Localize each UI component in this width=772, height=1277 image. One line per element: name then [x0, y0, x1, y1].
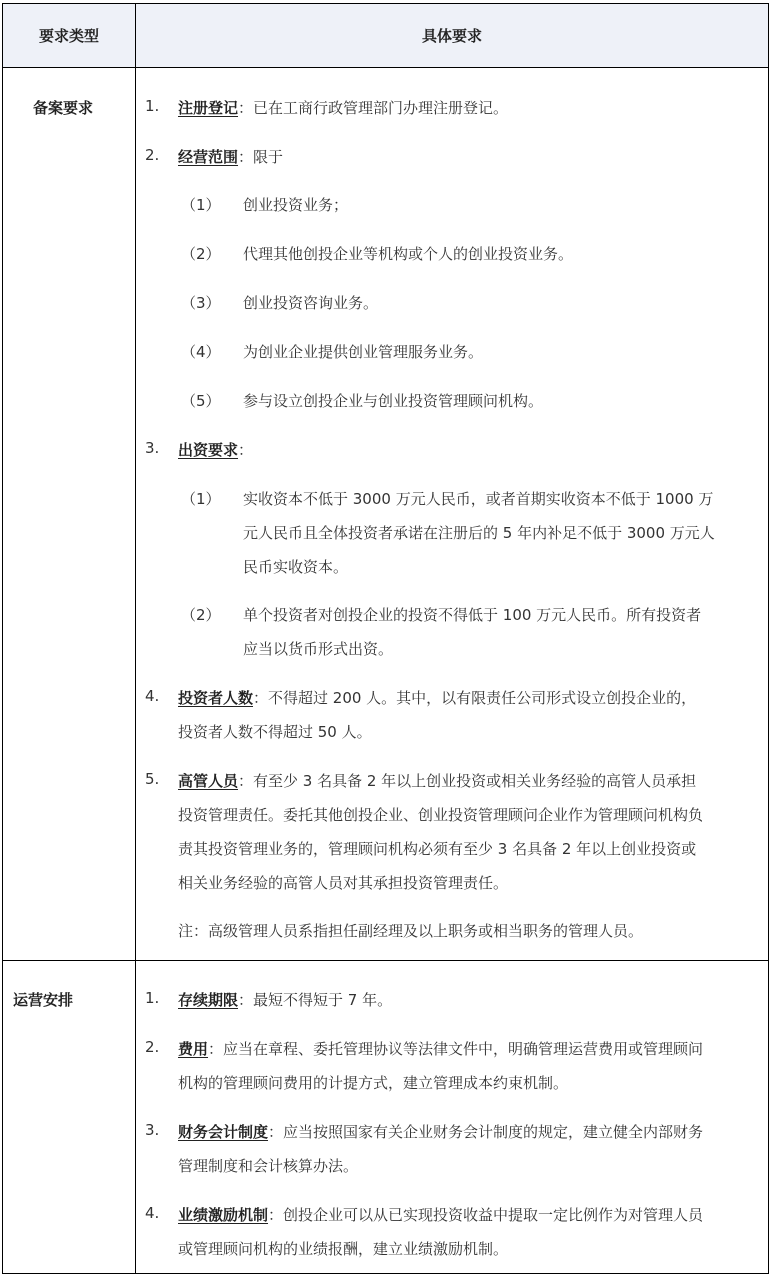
header-divider	[3, 67, 768, 68]
subitem-number: （4）	[181, 343, 221, 361]
header-col-detail: 具体要求	[421, 27, 482, 45]
list-item-continuation: 管理制度和会计核算办法。	[178, 1157, 359, 1175]
subitem-text: 创业投资咨询业务。	[243, 294, 379, 312]
subitem-text: 参与设立创投企业与创业投资管理顾问机构。	[243, 392, 544, 410]
subitem-number: （5）	[181, 392, 221, 410]
requirements-table	[2, 3, 769, 1274]
item-number: 3.	[145, 439, 160, 457]
subitem-text: 单个投资者对创投企业的投资不得低于 100 万元人民币。所有投资者	[243, 606, 702, 624]
item-number: 2.	[145, 1038, 160, 1056]
column-divider	[135, 4, 136, 1273]
item-number: 2.	[145, 146, 160, 164]
subitem-text: 民币实收资本。	[243, 558, 349, 576]
subitem-number: （3）	[181, 294, 221, 312]
subitem-number: （2）	[181, 606, 221, 624]
list-item-continuation: 或管理顾问机构的业绩报酬，建立业绩激励机制。	[178, 1240, 509, 1258]
header-col-type: 要求类型	[38, 27, 99, 45]
item-number: 4.	[145, 687, 160, 705]
list-item: 费用：应当在章程、委托管理协议等法律文件中，明确管理运营费用或管理顾问	[178, 1040, 704, 1058]
item-term: 经营范围	[178, 148, 239, 166]
list-item: 财务会计制度：应当按照国家有关企业财务会计制度的规定，建立健全内部财务	[178, 1123, 704, 1141]
list-item: 经营范围：限于	[178, 148, 284, 166]
subitem-number: （1）	[181, 490, 221, 508]
subitem-number: （1）	[181, 196, 221, 214]
list-item: 注册登记：已在工商行政管理部门办理注册登记。	[178, 99, 509, 117]
note-text: 注：高级管理人员系指担任副经理及以上职务或相当职务的管理人员。	[178, 922, 644, 940]
item-term: 注册登记	[178, 99, 239, 117]
item-term: 业绩激励机制	[178, 1206, 269, 1224]
subitem-text: 应当以货币形式出资。	[243, 640, 394, 658]
subitem-text: 为创业企业提供创业管理服务业务。	[243, 343, 484, 361]
subitem-text: 创业投资业务；	[243, 196, 349, 214]
subitem-number: （2）	[181, 245, 221, 263]
list-item-continuation: 机构的管理顾问费用的计提方式，建立管理成本约束机制。	[178, 1074, 569, 1092]
item-term: 存续期限	[178, 991, 239, 1009]
subitem-text: 实收资本不低于 3000 万元人民币，或者首期实收资本不低于 1000 万	[243, 490, 714, 508]
list-item: 出资要求：	[178, 441, 254, 459]
list-item: 存续期限：最短不得短于 7 年。	[178, 991, 393, 1009]
item-number: 4.	[145, 1204, 160, 1222]
list-item: 投资者人数：不得超过 200 人。其中，以有限责任公司形式设立创投企业的，	[178, 689, 697, 707]
category-filing-requirements: 备案要求	[33, 99, 94, 117]
item-number: 1.	[145, 989, 160, 1007]
item-number: 3.	[145, 1121, 160, 1139]
item-term: 费用	[178, 1040, 209, 1058]
list-item-continuation: 责其投资管理业务的，管理顾问机构必须有至少 3 名具备 2 年以上创业投资或	[178, 840, 697, 858]
subitem-text: 元人民币且全体投资者承诺在注册后的 5 年内补足不低于 3000 万元人	[243, 524, 715, 542]
list-item: 业绩激励机制：创投企业可以从已实现投资收益中提取一定比例作为对管理人员	[178, 1206, 704, 1224]
list-item-continuation: 相关业务经验的高管人员对其承担投资管理责任。	[178, 874, 509, 892]
item-number: 5.	[145, 770, 160, 788]
item-term: 财务会计制度	[178, 1123, 269, 1141]
item-number: 1.	[145, 97, 160, 115]
item-term: 高管人员	[178, 772, 239, 790]
subitem-text: 代理其他创投企业等机构或个人的创业投资业务。	[243, 245, 574, 263]
item-term: 出资要求	[178, 441, 239, 459]
list-item: 高管人员：有至少 3 名具备 2 年以上创业投资或相关业务经验的高管人员承担	[178, 772, 697, 790]
list-item-continuation: 投资者人数不得超过 50 人。	[178, 723, 372, 741]
item-term: 投资者人数	[178, 689, 254, 707]
category-operation-arrangements: 运营安排	[13, 991, 74, 1009]
section-divider	[3, 960, 768, 961]
list-item-continuation: 投资管理责任。委托其他创投企业、创业投资管理顾问企业作为管理顾问机构负	[178, 806, 704, 824]
